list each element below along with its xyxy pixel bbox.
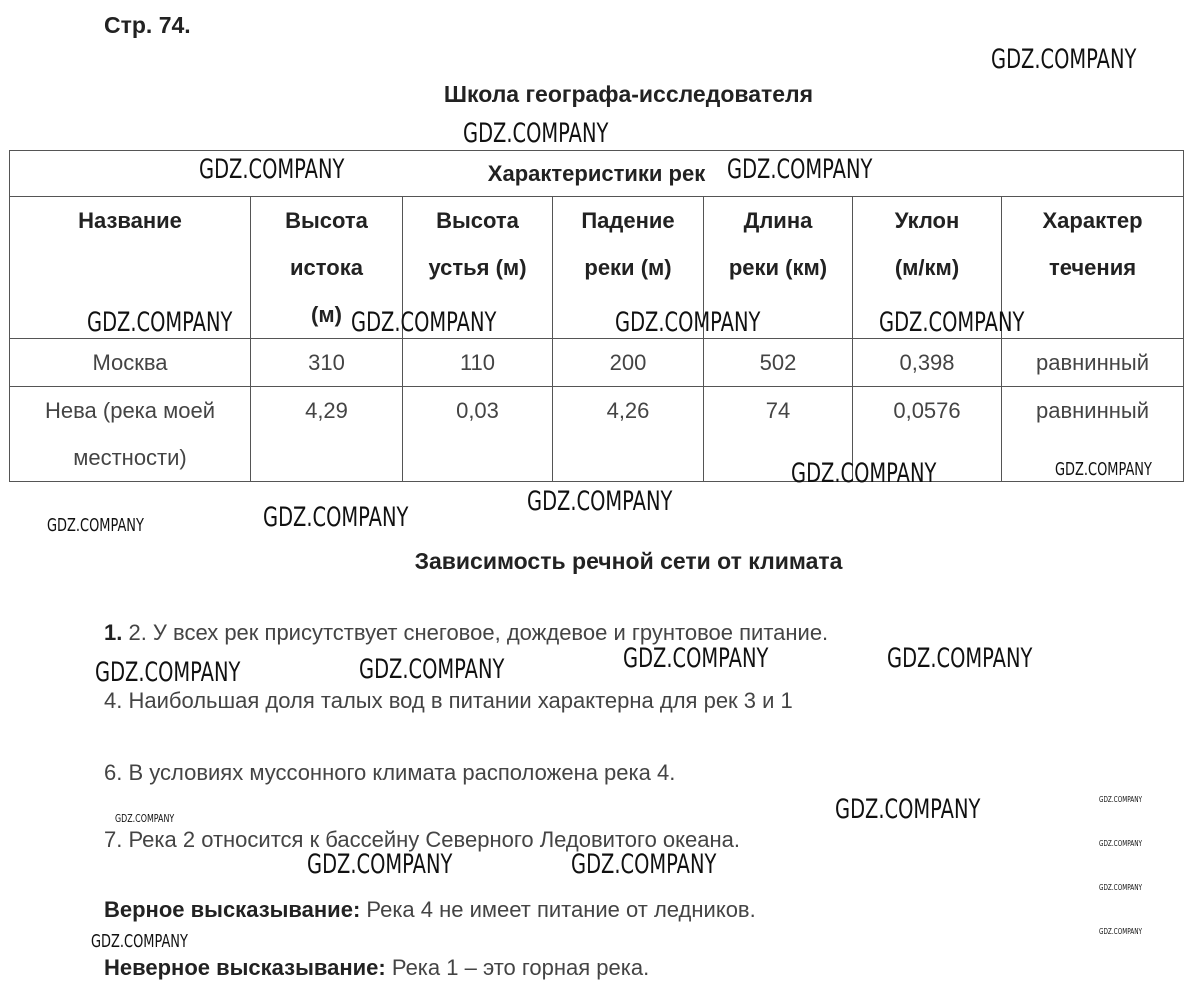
table-cell: 200 [553, 339, 704, 387]
table-cell: Нева (река моей местности) [10, 387, 251, 482]
table-cell: 110 [403, 339, 553, 387]
header-cell: Название [10, 197, 251, 339]
table-cell: 310 [251, 339, 403, 387]
watermark: GDZ.COMPANY [199, 154, 345, 185]
table-cell: 502 [704, 339, 853, 387]
watermark: GDZ.COMPANY [623, 643, 769, 674]
school-title: Школа географа-исследователя [443, 81, 814, 107]
true-statement: Верное высказывание: Река 4 не имеет питание от ледников. [104, 897, 756, 922]
watermark: GDZ.COMPANY [463, 118, 609, 149]
watermark: GDZ.COMPANY [1099, 927, 1143, 936]
table-cell: равнинный [1002, 339, 1184, 387]
table-cell: 0,03 [403, 387, 553, 482]
watermark: GDZ.COMPANY [791, 458, 937, 489]
watermark: GDZ.COMPANY [1099, 883, 1143, 892]
watermark: GDZ.COMPANY [1055, 459, 1152, 480]
header-cell: Высота устья (м) [403, 197, 553, 339]
watermark: GDZ.COMPANY [887, 643, 1033, 674]
watermark: GDZ.COMPANY [115, 812, 175, 825]
statement-4: 7. Река 2 относится к бассейну Северного Ледовитого океана. [104, 827, 740, 852]
watermark: GDZ.COMPANY [571, 849, 717, 880]
table-cell: 74 [704, 387, 853, 482]
header-cell: Высота истока (м) [251, 197, 403, 339]
watermark: GDZ.COMPANY [95, 657, 241, 688]
watermark: GDZ.COMPANY [359, 654, 505, 685]
watermark: GDZ.COMPANY [351, 307, 497, 338]
watermark: GDZ.COMPANY [1099, 839, 1143, 848]
statement-1: 1. 2. У всех рек присутствует снеговое, дождевое и грунтовое питание. [104, 620, 829, 645]
table-cell: 0,398 [853, 339, 1002, 387]
climate-title: Зависимость речной сети от климата [414, 548, 843, 574]
header-cell: Характер течения [1002, 197, 1184, 339]
table-cell: 4,26 [553, 387, 704, 482]
header-cell: Падение реки (м) [553, 197, 704, 339]
header-cell: Уклон (м/км) [853, 197, 1002, 339]
table-caption: Характеристики рек [10, 151, 1184, 197]
watermark: GDZ.COMPANY [47, 515, 144, 536]
table-cell: Москва [10, 339, 251, 387]
table-cell: 0,0576 [853, 387, 1002, 482]
watermark: GDZ.COMPANY [527, 486, 673, 517]
watermark: GDZ.COMPANY [1099, 795, 1143, 804]
watermark: GDZ.COMPANY [307, 849, 453, 880]
table-row [10, 387, 1184, 482]
watermark: GDZ.COMPANY [991, 44, 1137, 75]
table-cell: 4,29 [251, 387, 403, 482]
watermark: GDZ.COMPANY [835, 794, 981, 825]
page-number: Стр. 74. [104, 12, 191, 38]
watermark: GDZ.COMPANY [263, 502, 409, 533]
watermark: GDZ.COMPANY [91, 931, 188, 952]
watermark: GDZ.COMPANY [615, 307, 761, 338]
header-cell: Длина реки (км) [704, 197, 853, 339]
statement-3: 6. В условиях муссонного климата расположена река 4. [104, 760, 676, 785]
false-statement: Неверное высказывание: Река 1 – это горная река. [104, 955, 650, 980]
watermark: GDZ.COMPANY [879, 307, 1025, 338]
table-row [10, 339, 1184, 387]
watermark: GDZ.COMPANY [727, 154, 873, 185]
watermark: GDZ.COMPANY [87, 307, 233, 338]
statement-2: 4. Наибольшая доля талых вод в питании характерна для рек 3 и 1 [104, 688, 793, 713]
table-cell: равнинный [1002, 387, 1184, 482]
